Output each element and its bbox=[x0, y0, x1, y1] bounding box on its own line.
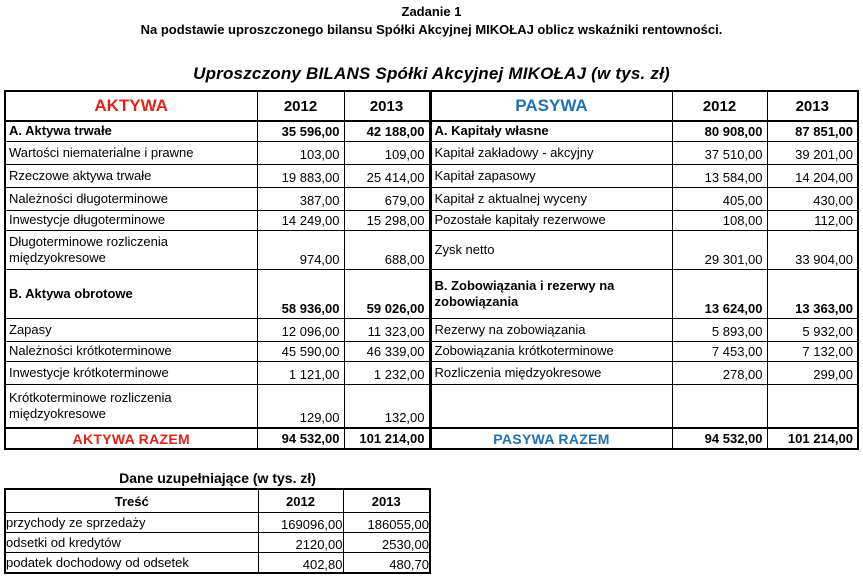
aktywa-value-2013: 132,00 bbox=[344, 384, 430, 428]
aktywa-value-2013: 688,00 bbox=[344, 230, 430, 269]
supplementary-row-label: przychody ze sprzedaży bbox=[5, 513, 258, 533]
aktywa-column-header: AKTYWA bbox=[5, 91, 257, 121]
pasywa-value-2012: 5 893,00 bbox=[672, 318, 767, 341]
aktywa-value-2013: 46 339,00 bbox=[344, 341, 430, 361]
pasywa-row-label: B. Zobowiązania i rezerwy na zobowiązania bbox=[430, 269, 672, 318]
pasywa-row-label: Zysk netto bbox=[430, 230, 672, 269]
pasywa-value-2012: 13 584,00 bbox=[672, 164, 767, 187]
balance-row bbox=[5, 428, 858, 449]
aktywa-row-label: Wartości niematerialne i prawne bbox=[5, 141, 257, 164]
pasywa-value-2013: 13 363,00 bbox=[767, 269, 858, 318]
task-header bbox=[0, 0, 863, 39]
pasywa-value-2012 bbox=[672, 384, 767, 428]
balance-row bbox=[5, 141, 858, 164]
pasywa-value-2012: 94 532,00 bbox=[672, 428, 767, 449]
aktywa-value-2012: 58 936,00 bbox=[257, 269, 344, 318]
aktywa-row-label: Długoterminowe rozliczenia międzyokresowe bbox=[5, 230, 257, 269]
pasywa-value-2013 bbox=[767, 384, 858, 428]
supplementary-value-2013: 2530,00 bbox=[343, 533, 430, 553]
pasywa-value-2012: 108,00 bbox=[672, 210, 767, 230]
aktywa-value-2012: 19 883,00 bbox=[257, 164, 344, 187]
pasywa-value-2013: 112,00 bbox=[767, 210, 858, 230]
supplementary-data-table bbox=[4, 488, 431, 574]
balance-row bbox=[5, 341, 858, 361]
aktywa-row-label: Krótkoterminowe rozliczenia międzyokresowe bbox=[5, 384, 257, 428]
balance-sheet-title: Uproszczony BILANS Spółki Akcyjnej MIKOŁAJ (w tys. zł) bbox=[193, 64, 670, 83]
aktywa-row-label: Zapasy bbox=[5, 318, 257, 341]
pasywa-row-label bbox=[430, 384, 672, 428]
balance-row bbox=[5, 210, 858, 230]
aktywa-year-2012-header: 2012 bbox=[257, 91, 344, 121]
pasywa-column-header: PASYWA bbox=[430, 91, 672, 121]
task-instruction: Na podstawie uproszczonego bilansu Spółki Akcyjnej MIKOŁAJ oblicz wskaźniki rentowności. bbox=[140, 22, 723, 37]
aktywa-value-2013: 109,00 bbox=[344, 141, 430, 164]
pasywa-value-2013: 87 851,00 bbox=[767, 121, 858, 141]
supplementary-value-2012: 169096,00 bbox=[258, 513, 343, 533]
aktywa-row-label: Rzeczowe aktywa trwałe bbox=[5, 164, 257, 187]
pasywa-year-2012-header: 2012 bbox=[672, 91, 767, 121]
pasywa-value-2012: 405,00 bbox=[672, 187, 767, 210]
aktywa-value-2013: 59 026,00 bbox=[344, 269, 430, 318]
balance-row bbox=[5, 269, 858, 318]
balance-row bbox=[5, 164, 858, 187]
supplementary-col-tresc: Treść bbox=[5, 489, 258, 513]
aktywa-row-label: Należności krótkoterminowe bbox=[5, 341, 257, 361]
supplementary-value-2013: 186055,00 bbox=[343, 513, 430, 533]
pasywa-value-2013: 39 201,00 bbox=[767, 141, 858, 164]
balance-sheet-table bbox=[4, 90, 859, 450]
aktywa-row-label: Należności długoterminowe bbox=[5, 187, 257, 210]
aktywa-value-2012: 35 596,00 bbox=[257, 121, 344, 141]
pasywa-value-2012: 7 453,00 bbox=[672, 341, 767, 361]
aktywa-value-2013: 42 188,00 bbox=[344, 121, 430, 141]
balance-header-row bbox=[5, 91, 858, 121]
pasywa-row-label: Kapitał z aktualnej wyceny bbox=[430, 187, 672, 210]
supplementary-row bbox=[5, 513, 430, 533]
supplementary-header-row bbox=[5, 489, 430, 513]
aktywa-value-2013: 101 214,00 bbox=[344, 428, 430, 449]
aktywa-value-2012: 129,00 bbox=[257, 384, 344, 428]
balance-row bbox=[5, 230, 858, 269]
pasywa-value-2013: 7 132,00 bbox=[767, 341, 858, 361]
pasywa-value-2013: 5 932,00 bbox=[767, 318, 858, 341]
supplementary-row-label: podatek dochodowy od odsetek bbox=[5, 553, 258, 574]
supplementary-data-section bbox=[4, 470, 431, 574]
aktywa-total-label: AKTYWA RAZEM bbox=[5, 428, 257, 449]
supplementary-col-2012: 2012 bbox=[258, 489, 343, 513]
pasywa-row-label: Rezerwy na zobowiązania bbox=[430, 318, 672, 341]
supplementary-value-2012: 402,80 bbox=[258, 553, 343, 574]
aktywa-value-2012: 974,00 bbox=[257, 230, 344, 269]
pasywa-row-label: Rozliczenia międzyokresowe bbox=[430, 361, 672, 384]
aktywa-value-2012: 103,00 bbox=[257, 141, 344, 164]
pasywa-value-2012: 80 908,00 bbox=[672, 121, 767, 141]
balance-row bbox=[5, 318, 858, 341]
pasywa-value-2013: 33 904,00 bbox=[767, 230, 858, 269]
aktywa-value-2012: 387,00 bbox=[257, 187, 344, 210]
pasywa-value-2013: 14 204,00 bbox=[767, 164, 858, 187]
supplementary-row bbox=[5, 553, 430, 574]
aktywa-value-2012: 12 096,00 bbox=[257, 318, 344, 341]
aktywa-row-label: Inwestycje długoterminowe bbox=[5, 210, 257, 230]
balance-row bbox=[5, 384, 858, 428]
pasywa-year-2013-header: 2013 bbox=[767, 91, 858, 121]
aktywa-value-2012: 94 532,00 bbox=[257, 428, 344, 449]
pasywa-value-2012: 29 301,00 bbox=[672, 230, 767, 269]
balance-row bbox=[5, 187, 858, 210]
pasywa-value-2013: 299,00 bbox=[767, 361, 858, 384]
aktywa-row-label: B. Aktywa obrotowe bbox=[5, 269, 257, 318]
supplementary-row bbox=[5, 533, 430, 553]
supplementary-value-2012: 2120,00 bbox=[258, 533, 343, 553]
pasywa-row-label: Kapitał zakładowy - akcyjny bbox=[430, 141, 672, 164]
supplementary-data-title: Dane uzupełniające (w tys. zł) bbox=[119, 470, 316, 486]
supplementary-col-2013: 2013 bbox=[343, 489, 430, 513]
aktywa-row-label: Inwestycje krótkoterminowe bbox=[5, 361, 257, 384]
aktywa-value-2013: 15 298,00 bbox=[344, 210, 430, 230]
pasywa-value-2013: 430,00 bbox=[767, 187, 858, 210]
pasywa-value-2012: 37 510,00 bbox=[672, 141, 767, 164]
pasywa-total-label: PASYWA RAZEM bbox=[430, 428, 672, 449]
balance-row bbox=[5, 361, 858, 384]
pasywa-value-2012: 13 624,00 bbox=[672, 269, 767, 318]
balance-row bbox=[5, 121, 858, 141]
pasywa-row-label: A. Kapitały własne bbox=[430, 121, 672, 141]
pasywa-row-label: Pozostałe kapitały rezerwowe bbox=[430, 210, 672, 230]
aktywa-value-2012: 1 121,00 bbox=[257, 361, 344, 384]
aktywa-row-label: A. Aktywa trwałe bbox=[5, 121, 257, 141]
supplementary-value-2013: 480,70 bbox=[343, 553, 430, 574]
aktywa-value-2013: 11 323,00 bbox=[344, 318, 430, 341]
pasywa-row-label: Kapitał zapasowy bbox=[430, 164, 672, 187]
aktywa-value-2013: 25 414,00 bbox=[344, 164, 430, 187]
task-number: Zadanie 1 bbox=[401, 4, 462, 19]
pasywa-row-label: Zobowiązania krótkoterminowe bbox=[430, 341, 672, 361]
aktywa-value-2012: 14 249,00 bbox=[257, 210, 344, 230]
aktywa-year-2013-header: 2013 bbox=[344, 91, 430, 121]
aktywa-value-2013: 1 232,00 bbox=[344, 361, 430, 384]
aktywa-value-2012: 45 590,00 bbox=[257, 341, 344, 361]
supplementary-row-label: odsetki od kredytów bbox=[5, 533, 258, 553]
pasywa-value-2013: 101 214,00 bbox=[767, 428, 858, 449]
pasywa-value-2012: 278,00 bbox=[672, 361, 767, 384]
aktywa-value-2013: 679,00 bbox=[344, 187, 430, 210]
